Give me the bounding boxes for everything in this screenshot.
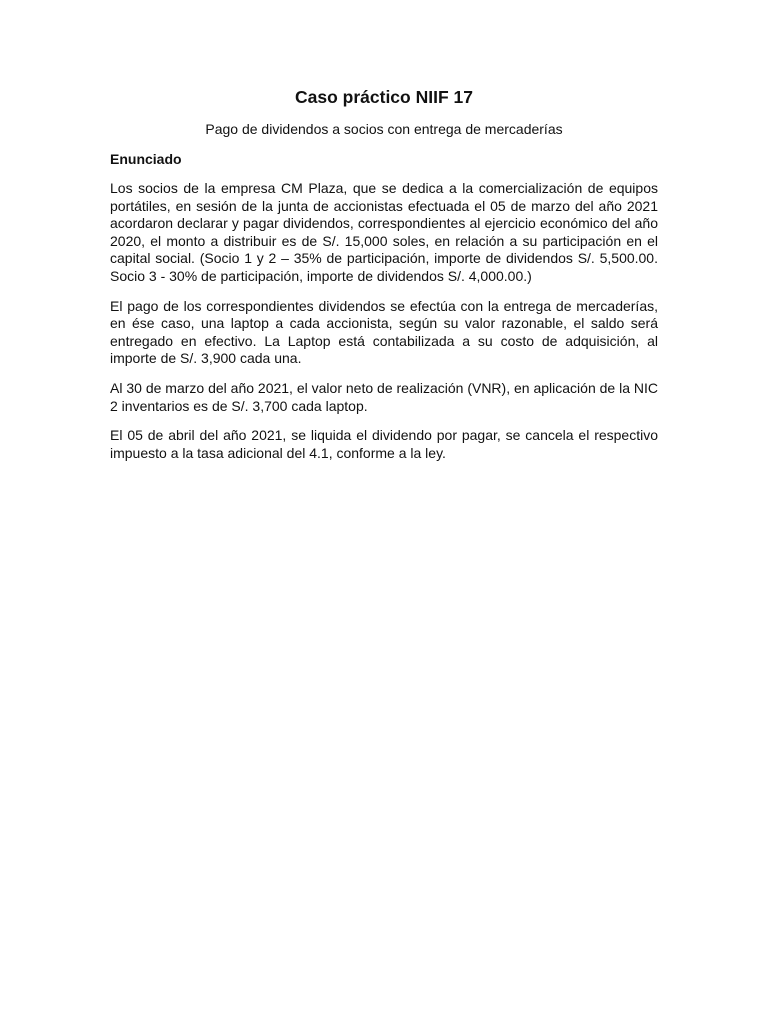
- section-heading-enunciado: Enunciado: [110, 151, 182, 167]
- paragraph-dividend-declaration: Los socios de la empresa CM Plaza, que se dedica a la comercialización de equipos portátiles, en sesión de la junta de accionistas efectuada el 05 de marzo del año 2021 acordaron declarar y pagar dividendos, correspondientes al ejercicio económico del año 2020, el monto a distribuir es de S/. 15,000 soles, en relación a su participación en el capital social. (Socio 1 y 2 – 35% de participación, importe de dividendos S/. 5,500.00. Socio 3 - 30% de participación, importe de dividendos S/. 4,000.00.): [110, 180, 658, 284]
- paragraph-net-realizable-value: Al 30 de marzo del año 2021, el valor neto de realización (VNR), en aplicación de la NIC 2 inventarios es de S/. 3,700 cada laptop.: [110, 379, 658, 414]
- paragraph-payment-with-merchandise: El pago de los correspondientes dividendos se efectúa con la entrega de mercaderías, en ése caso, una laptop a cada accionista, según su valor razonable, el saldo será entregado en efectivo. La Laptop está contabilizada a su costo de adquisición, al importe de S/. 3,900 cada una.: [110, 297, 658, 367]
- document-title: Caso práctico NIIF 17: [295, 87, 473, 107]
- paragraph-dividend-settlement: El 05 de abril del año 2021, se liquida el dividendo por pagar, se cancela el respectivo impuesto a la tasa adicional del 4.1, conforme a la ley.: [110, 427, 658, 461]
- document-subtitle: Pago de dividendos a socios con entrega de mercaderías: [205, 121, 563, 137]
- document-body: [110, 84, 658, 462]
